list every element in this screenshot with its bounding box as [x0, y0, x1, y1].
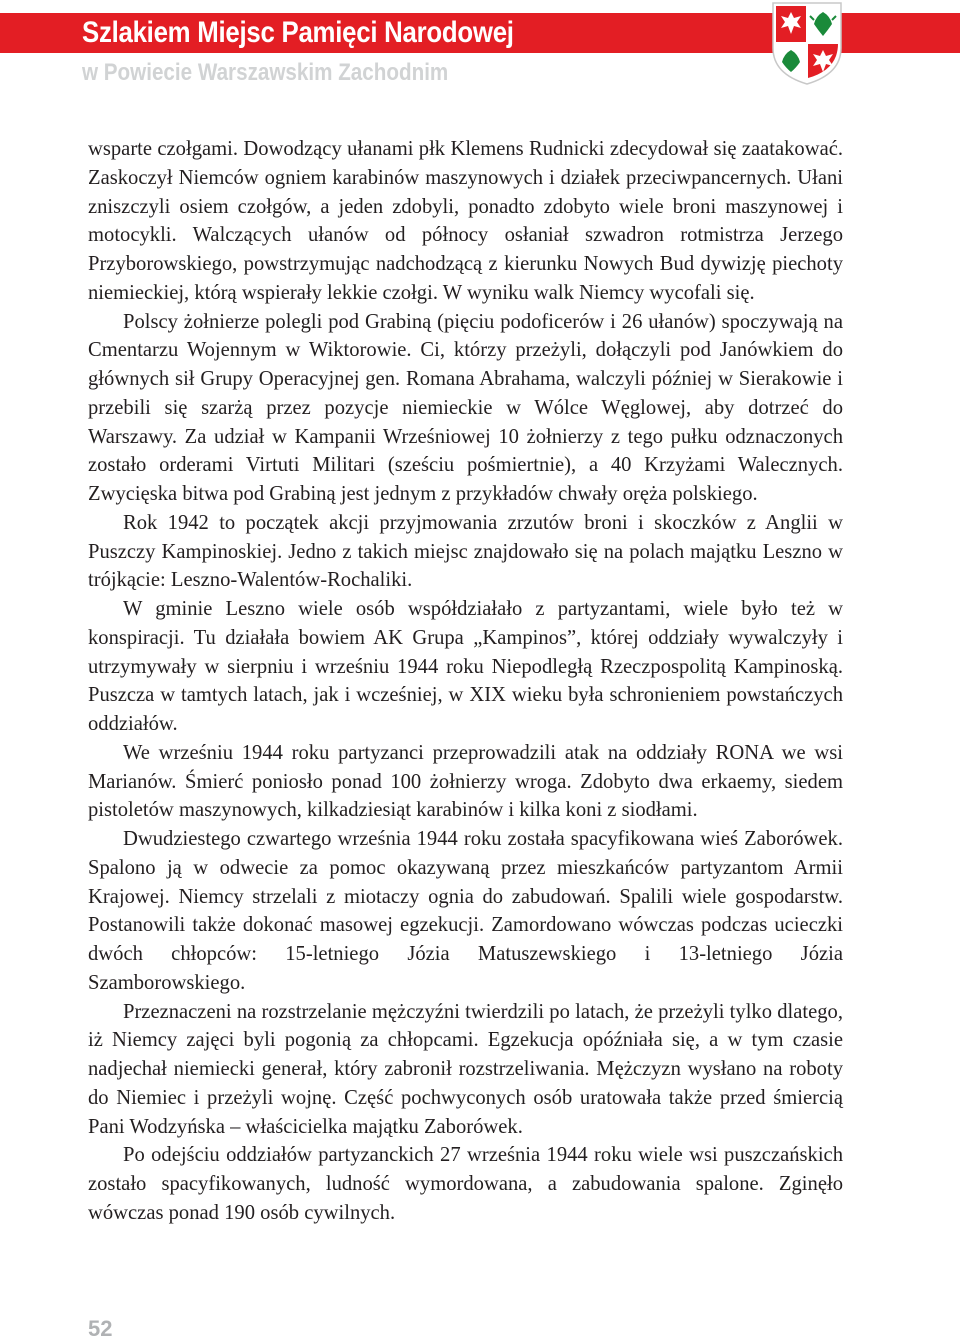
paragraph: Polscy żołnierze polegli pod Grabiną (pięciu podoficerów i 26 ułanów) spoczywają na Cmentarzu Wojennym w Wiktorowie. Ci, którzy przeżyli, dołączyli pod Janówkiem do głównych sił Grupy Operacyjnej gen. Romana Abrahama, walczyli później w Sierakowie i przebili się szarżą przez pozycje niemieckie w Wólce Węglowej, aby dotrzeć do Warszawy. Za udział w Kampanii Wrześniowej 10 żołnierzy z tego pułku odznaczonych zostało orderami Virtuti Militari (sześciu pośmiertnie), a 40 Krzyżami Walecznych. Zwycięska bitwa pod Grabiną jest jednym z przykładów chwały oręża polskiego. [88, 310, 843, 505]
article-body [88, 135, 843, 1228]
paragraph: Rok 1942 to początek akcji przyjmowania zrzutów broni i skoczków z Anglii w Puszczy Kampinoskiej. Jedno z takich miejsc znajdowało się na polach majątku Leszno w trójkącie: Leszno-Walentów-Rochaliki. [88, 511, 843, 592]
paragraph: We wrześniu 1944 roku partyzanci przeprowadzili atak na oddziały RONA we wsi Marianów. Śmierć poniosło ponad 100 żołnierzy wroga. Zdobyto dwa erkaemy, siedem pistoletów maszynowych, kilkadziesiąt karabinów i kilka koni z siodłami. [88, 741, 843, 822]
header-subtitle: w Powiecie Warszawskim Zachodnim [82, 59, 449, 86]
paragraph: Dwudziestego czwartego września 1944 roku została spacyfikowana wieś Zaborówek. Spalono ją w odwecie za pomoc okazywaną przez mieszkańców partyzantom Armii Krajowej. Niemcy strzelali z miotaczy ognia do zabudowań. Spalili wiele gospodarstw. Postanowili także dokonać masowej egzekucji. Zamordowano wówczas podczas ucieczki dwóch chłopców: 15-letniego Józia Matuszewskiego i 13-letniego Józia Szamborowskiego. [88, 828, 843, 994]
paragraph: W gminie Leszno wiele osób współdziałało z partyzantami, wiele było też w konspiracji. Tu działała bowiem AK Grupa „Kampinos”, której oddziały wywalczyły i utrzymywały w sierpniu i wrześniu 1944 roku Niepodległą Rzeczpospolitą Kampinoską. Puszcza w tamtych latach, jak i wcześniej, w XIX wieku była schronieniem powstańczych oddziałów. [88, 598, 843, 735]
paragraph: Przeznaczeni na rozstrzelanie mężczyźni twierdzili po latach, że przeżyli tylko dlatego, iż Niemcy zajęci byli pogonią za chłopcami. Egzekucja opóźniała się, a w tym czasie nadjechał niemiecki generał, który zabronił rozstrzeliwania. Mężczyzn wysłano na roboty do Niemiec i przeżyli wojnę. Część pochwyconych osób uratowała także przed śmiercią Pani Wodzyńska – właścicielka majątku Zaborówek. [88, 1000, 843, 1138]
header-title: Szlakiem Miejsc Pamięci Narodowej [82, 16, 514, 49]
paragraph: Po odejściu oddziałów partyzanckich 27 września 1944 roku wiele wsi puszczańskich zostało spacyfikowanych, ludność wymordowana, a zabudowania spalone. Zginęło wówczas ponad 190 osób cywilnych. [88, 1144, 843, 1224]
paragraph: wsparte czołgami. Dowodzący ułanami płk Klemens Rudnicki zdecydował się zaatakować. Zaskoczył Niemców ogniem karabinów maszynowych i działek przeciwpancernych. Ułani zniszczyli osiem czołgów, a jeden zdobyli, ponadto zdobyto wiele broni maszynowej i motocykli. Walczących ułanów od północy osłaniał szwadron rotmistrza Jerzego Przyborowskiego, powstrzymując nadchodzącą z kierunku Nowych Bud dywizję piechoty niemieckiej, którą wspierały lekkie czołgi. W wyniku walk Niemcy wycofali się. [88, 138, 843, 304]
page-number: 52 [88, 1316, 113, 1341]
coat-of-arms-icon [770, 0, 844, 86]
